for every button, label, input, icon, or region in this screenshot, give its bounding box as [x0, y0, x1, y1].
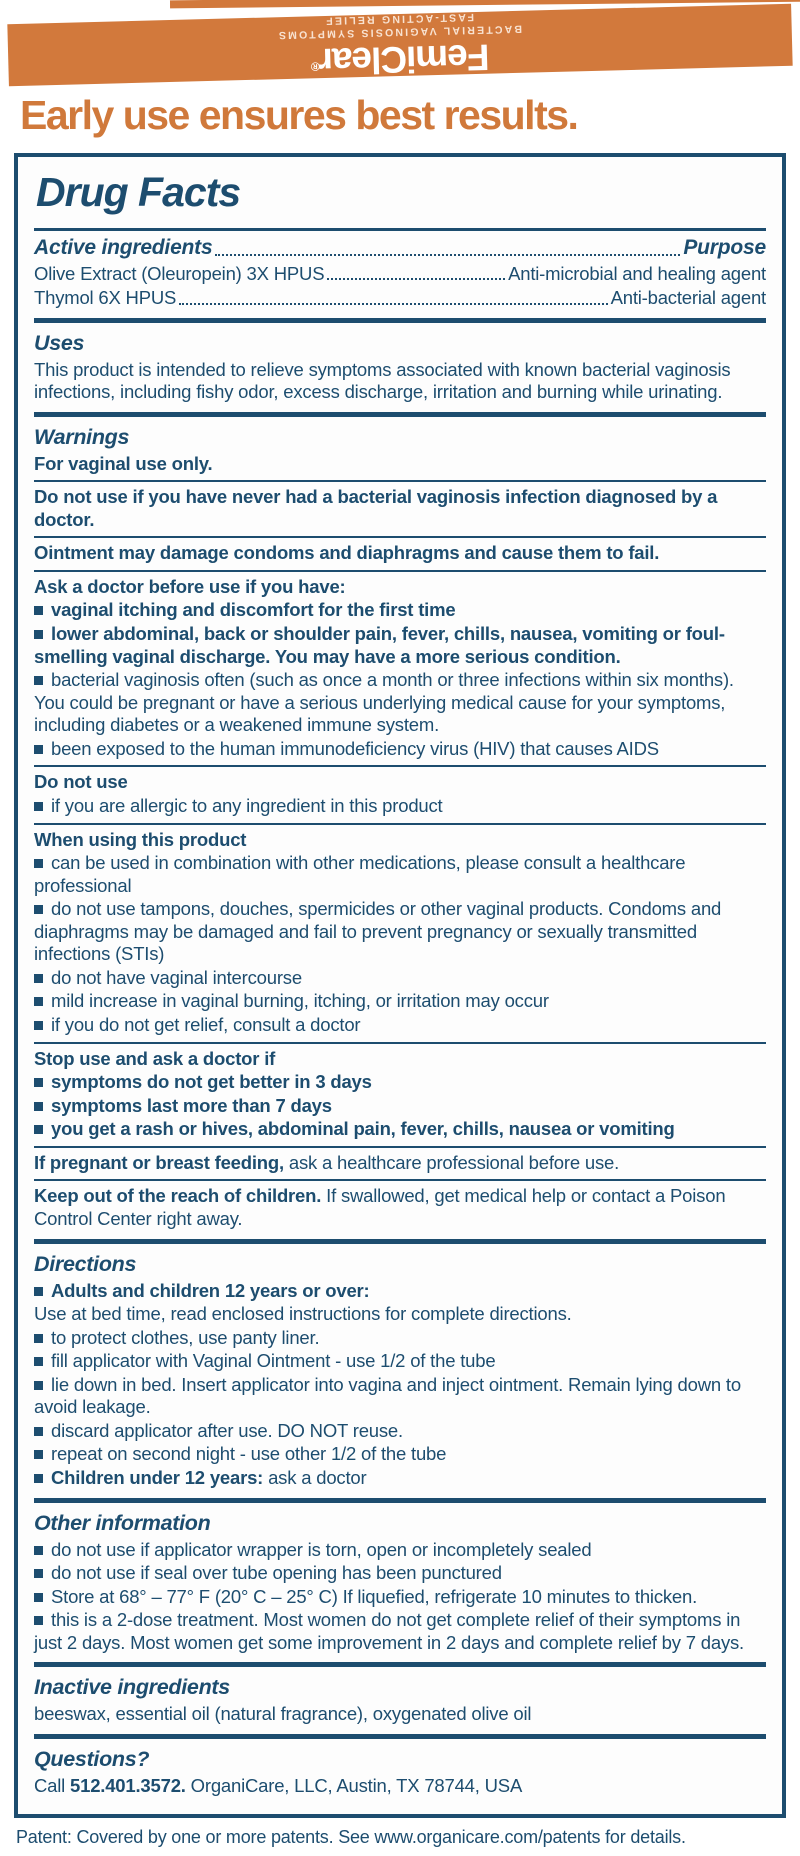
bullet-square-icon — [34, 1125, 43, 1134]
bullet-square-icon — [34, 1102, 43, 1111]
bullet-square-icon — [34, 1334, 43, 1343]
directions-heading: Directions — [34, 1251, 137, 1276]
bullet-square-icon — [34, 745, 43, 754]
list-item — [34, 990, 766, 1013]
directions-bullet: lie down in bed. Insert applicator into vagina and inject ointment. Remain lying down to avoid leakage. — [34, 1373, 741, 1418]
uses-body: This product is intended to relieve symptoms associated with known bacterial vaginosis infections, including fishy odor, excess discharge, irritation and burning while urinating. — [34, 358, 731, 403]
company-address: OrganiCare, LLC, Austin, TX 78744, USA — [185, 1774, 523, 1796]
bullet-square-icon — [34, 859, 43, 868]
dotted-leader — [215, 254, 680, 256]
section-warnings — [34, 412, 766, 1239]
brand-subtitle-2: FAST-ACTING RELIEF — [324, 10, 475, 27]
directions-bullet: repeat on second night - use other 1/2 of the tube — [51, 1443, 447, 1465]
ingredient-row — [34, 286, 766, 309]
keep-out-warning — [34, 1185, 766, 1230]
list-item — [34, 599, 766, 622]
patent-note: Patent: Covered by one or more patents. See www.organicare.com/patents for details. — [16, 1826, 686, 1847]
list-item — [34, 1280, 766, 1303]
bullet-square-icon — [34, 1474, 43, 1483]
registered-trademark-icon: ® — [310, 58, 321, 74]
inactive-heading: Inactive ingredients — [34, 1675, 230, 1700]
divider — [34, 570, 766, 572]
bullet-square-icon — [34, 974, 43, 983]
do-not-use-bullet: if you are allergic to any ingredient in this product — [51, 794, 443, 816]
list-item — [34, 967, 766, 990]
stop-use-bullet: symptoms last more than 7 days — [51, 1094, 332, 1116]
divider — [34, 1179, 766, 1181]
drug-facts-panel — [14, 153, 786, 1818]
when-using-bullet: do not have vaginal intercourse — [51, 966, 302, 988]
section-uses — [34, 318, 766, 412]
list-item — [34, 1562, 766, 1585]
when-using-bullet: mild increase in vaginal burning, itching, or irritation may occur — [51, 990, 549, 1012]
bullet-square-icon — [34, 1427, 43, 1436]
stop-use-lead: Stop use and ask a doctor if — [34, 1047, 276, 1069]
dotted-leader — [179, 303, 607, 305]
section-active-ingredients — [34, 231, 766, 318]
directions-bullet: fill applicator with Vaginal Ointment - use 1/2 of the tube — [51, 1350, 496, 1372]
when-using-bullet: if you do not get relief, consult a doctor — [51, 1014, 361, 1036]
ask-doctor-lead: Ask a doctor before use if you have: — [34, 575, 346, 597]
list-item — [34, 669, 766, 737]
headline: Early use ensures best results. — [20, 92, 578, 138]
dotted-leader — [327, 278, 505, 280]
divider — [34, 823, 766, 825]
bullet-square-icon — [34, 1078, 43, 1087]
uses-heading: Uses — [34, 330, 85, 355]
directions-children-rest: ask a doctor — [263, 1467, 367, 1489]
other-info-bullet: do not use if applicator wrapper is torn, open or incompletely sealed — [51, 1538, 592, 1560]
warnings-heading: Warnings — [34, 424, 130, 449]
stop-use-bullet: symptoms do not get better in 3 days — [51, 1071, 372, 1093]
ingredient-row — [34, 262, 766, 285]
bullet-square-icon — [34, 905, 43, 914]
list-item — [34, 1467, 766, 1490]
bullet-square-icon — [34, 1450, 43, 1459]
directions-adults-lead: Adults and children 12 years or over: — [51, 1279, 370, 1301]
list-item — [34, 1443, 766, 1466]
bullet-square-icon — [34, 630, 43, 639]
inactive-body: beeswax, essential oil (natural fragrance), oxygenated olive oil — [34, 1703, 532, 1725]
phone-number: 512.401.3572. — [70, 1774, 186, 1796]
keep-out-lead: Keep out of the reach of children. — [34, 1185, 322, 1207]
divider — [34, 480, 766, 482]
bullet-square-icon — [34, 1357, 43, 1366]
bullet-square-icon — [34, 1381, 43, 1390]
brand-subtitle-1: BACTERIAL VAGINOSIS SYMPTOMS — [276, 22, 523, 41]
brand-logo-text: FemiClear — [319, 36, 491, 82]
list-item — [34, 795, 766, 818]
do-not-use-lead: Do not use — [34, 771, 128, 793]
bullet-square-icon — [34, 1021, 43, 1030]
other-info-bullet: this is a 2-dose treatment. Most women do not get complete relief of their symptoms in just 2 days. Most women get some improvement in 2 days and complete relief by 7 days. — [34, 1609, 744, 1653]
ingredient-purpose: Anti-microbial and healing agent — [508, 263, 766, 285]
brand-logo — [277, 35, 523, 80]
other-info-bullet: Store at 68° – 77° F (20° C – 25° C) If liquefied, refrigerate 10 minutes to thicken. — [51, 1585, 698, 1607]
list-item — [34, 1095, 766, 1118]
divider — [34, 1146, 766, 1148]
ingredient-name: Olive Extract (Oleuropein) 3X HPUS — [34, 263, 325, 285]
list-item — [34, 1118, 766, 1141]
ingredient-name: Thymol 6X HPUS — [34, 287, 177, 309]
ask-doctor-bullet: lower abdominal, back or shoulder pain, fever, chills, nausea, vomiting or foul-smelling vaginal discharge. You may have a more serious condition. — [34, 623, 725, 667]
directions-bullet: to protect clothes, use panty liner. — [51, 1326, 320, 1348]
pregnant-warning — [34, 1152, 766, 1175]
section-other-information — [34, 1498, 766, 1663]
list-item — [34, 1609, 766, 1654]
ingredient-purpose: Anti-bacterial agent — [610, 287, 766, 309]
when-using-bullet: do not use tampons, douches, spermicides or other vaginal products. Condoms and diaphragms may be damaged and fail to prevent pregnancy or sexually transmitted infections (STIs) — [34, 898, 722, 965]
brand-band — [7, 4, 792, 87]
divider — [34, 536, 766, 538]
list-item — [34, 1350, 766, 1373]
bullet-square-icon — [34, 997, 43, 1006]
ask-doctor-bullet: bacterial vaginosis often (such as once a month or three infections within six months). You could be pregnant or have a serious underlying medical cause for your symptoms, including diabetes or a weakened immune system. — [34, 669, 734, 736]
bullet-square-icon — [34, 1287, 43, 1296]
directions-children-lead: Children under 12 years: — [51, 1467, 264, 1489]
warning-ointment: Ointment may damage condoms and diaphragms and cause them to fail. — [34, 542, 660, 564]
bullet-square-icon — [34, 1616, 43, 1625]
list-item — [34, 1374, 766, 1419]
when-using-bullet: can be used in combination with other medications, please consult a healthcare professional — [34, 852, 686, 896]
ask-doctor-bullet: vaginal itching and discomfort for the first time — [51, 599, 456, 621]
list-item — [34, 738, 766, 761]
purpose-heading: Purpose — [683, 236, 766, 260]
pregnant-rest: ask a healthcare professional before use. — [283, 1151, 620, 1173]
list-item — [34, 852, 766, 897]
list-item — [34, 1014, 766, 1037]
list-item — [34, 1420, 766, 1443]
drug-facts-title: Drug Facts — [34, 161, 766, 231]
ask-doctor-bullet: been exposed to the human immunodeficiency virus (HIV) that causes AIDS — [51, 737, 659, 759]
list-item — [34, 1327, 766, 1350]
bullet-square-icon — [34, 802, 43, 811]
stop-use-bullet: you get a rash or hives, abdominal pain, fever, chills, nausea or vomiting — [51, 1118, 675, 1140]
questions-heading: Questions? — [34, 1746, 150, 1771]
divider — [34, 765, 766, 767]
list-item — [34, 623, 766, 668]
when-using-lead: When using this product — [34, 828, 247, 850]
section-questions — [34, 1734, 766, 1806]
active-ingredients-header-row — [34, 235, 766, 261]
directions-bullet: discard applicator after use. DO NOT reuse. — [51, 1419, 403, 1441]
list-item — [34, 1586, 766, 1609]
section-directions — [34, 1239, 766, 1498]
other-info-bullet: do not use if seal over tube opening has been punctured — [51, 1562, 502, 1584]
pregnant-lead: If pregnant or breast feeding, — [34, 1151, 284, 1173]
section-inactive-ingredients — [34, 1662, 766, 1734]
call-prefix: Call — [34, 1774, 71, 1796]
bullet-square-icon — [34, 676, 43, 685]
other-info-heading: Other information — [34, 1510, 211, 1535]
bullet-square-icon — [34, 1569, 43, 1578]
warning-never-had: Do not use if you have never had a bacterial vaginosis infection diagnosed by a doctor. — [34, 486, 718, 530]
brand-band-content — [277, 9, 524, 80]
package-top-flap — [0, 0, 800, 88]
list-item — [34, 1539, 766, 1562]
divider — [34, 1042, 766, 1044]
bullet-square-icon — [34, 1593, 43, 1602]
directions-adults-note: Use at bed time, read enclosed instructions for complete directions. — [34, 1303, 572, 1325]
list-item — [34, 898, 766, 966]
bullet-square-icon — [34, 606, 43, 615]
questions-contact — [34, 1775, 766, 1798]
warning-vaginal-use-only: For vaginal use only. — [34, 452, 213, 474]
bullet-square-icon — [34, 1546, 43, 1555]
keep-out-rest: If swallowed, get medical help or contact a Poison Control Center right away. — [34, 1185, 726, 1229]
active-ingredients-heading: Active ingredients — [34, 236, 213, 260]
list-item — [34, 1071, 766, 1094]
